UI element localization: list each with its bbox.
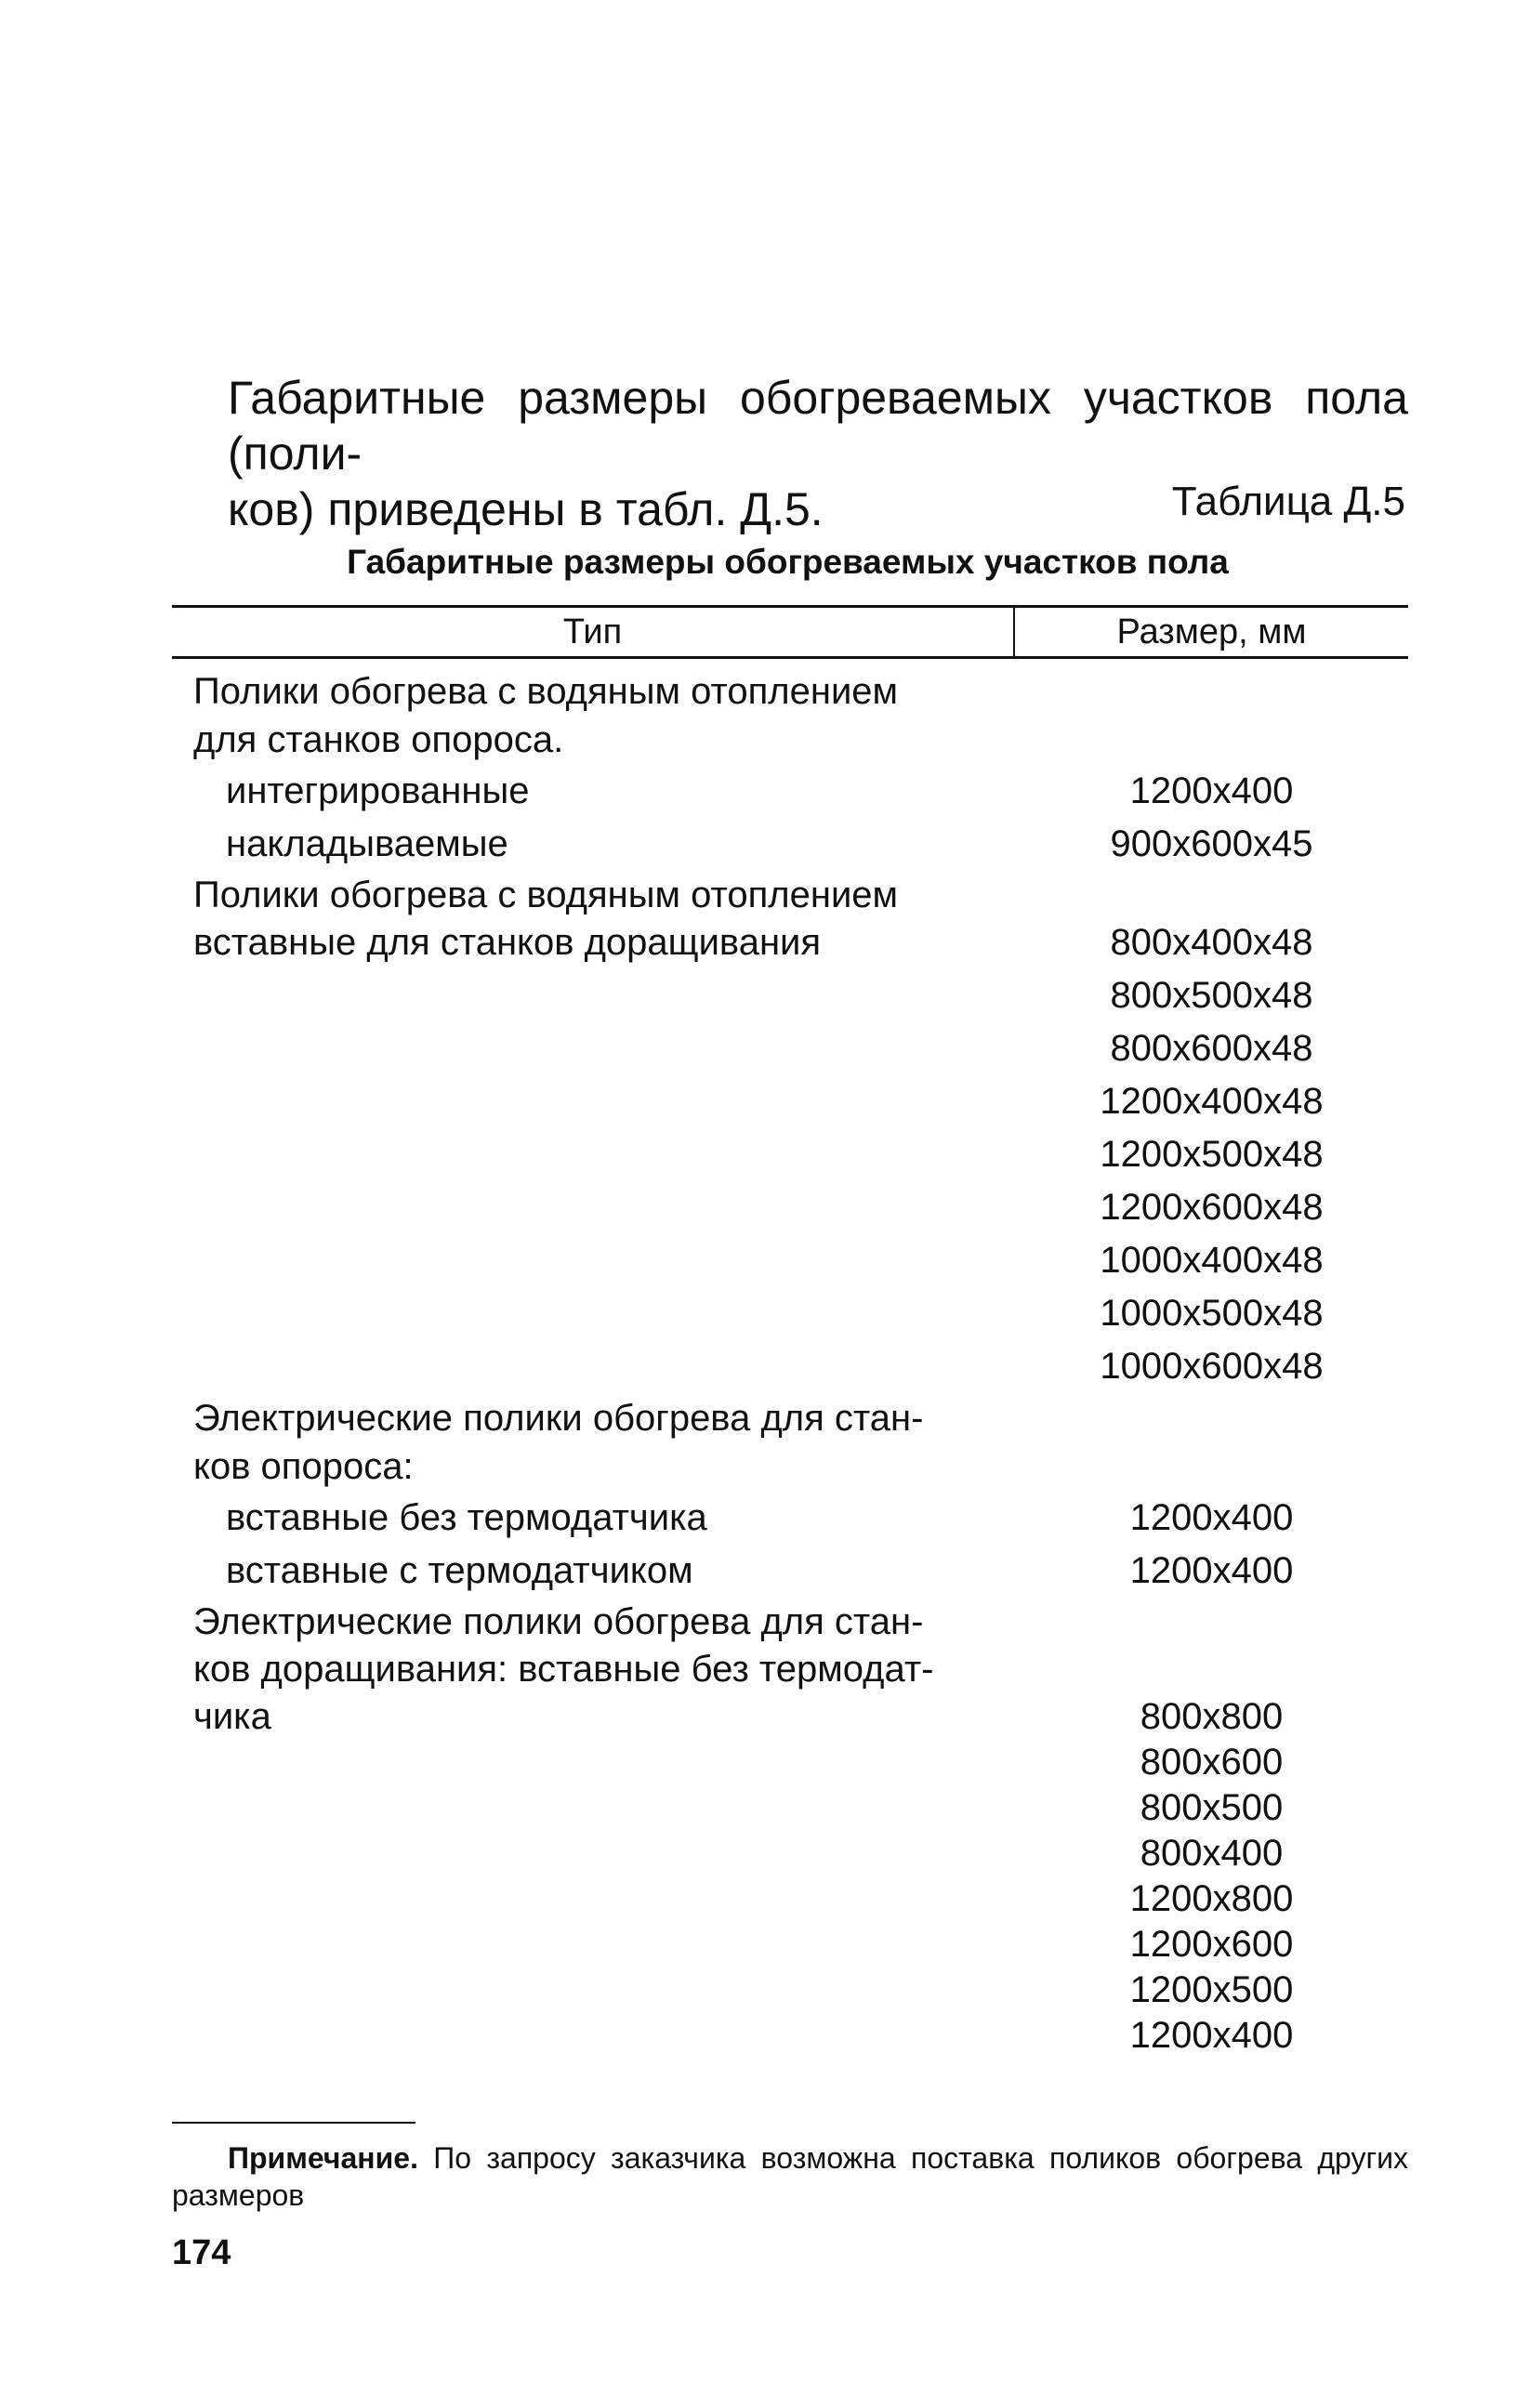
group2-size: 1000x600x48: [1100, 1346, 1324, 1387]
column-header-size: Размер, мм: [1116, 612, 1307, 651]
column-header-type: Тип: [562, 612, 623, 651]
group2-line2: вставные для станков доращивания: [193, 922, 822, 963]
group4-line2: ков доращивания: вставные без термодат-: [193, 1649, 934, 1690]
group3-sub2-size: 1200x400: [1129, 1550, 1294, 1591]
group2-size: 1200x400x48: [1100, 1081, 1324, 1122]
group4-size: 1200x600: [1129, 1924, 1294, 1965]
group4-size: 800x400: [1140, 1833, 1284, 1874]
group3-sub2: вставные с термодатчиком: [226, 1550, 693, 1591]
intro-line-1: Габаритные размеры обогреваемых участков пола (поли-: [228, 372, 1408, 480]
table-top-rule: [172, 605, 1408, 608]
group3-line1: Электрические полики обогрева для стан-: [193, 1398, 924, 1439]
group4-size: 1200x500: [1129, 1969, 1294, 2010]
footnote: [172, 2139, 1408, 2214]
page-number: 174: [172, 2233, 231, 2272]
footnote-line-1: [172, 2139, 1408, 2177]
group2-size: 800x600x48: [1110, 1028, 1313, 1069]
group2-size: 800x400x48: [1110, 922, 1313, 963]
group2-line1: Полики обогрева с водяным отоплением: [193, 875, 899, 915]
group1-line2: для станков опороса.: [193, 719, 564, 760]
group4-line1: Электрические полики обогрева для стан-: [193, 1601, 924, 1642]
group2-size: 1200x600x48: [1100, 1187, 1324, 1228]
group4-size: 1200x400: [1129, 2015, 1294, 2056]
intro-line-2: ков) приведены в табл. Д.5.: [228, 483, 824, 535]
group1-sub2: накладываемые: [226, 823, 508, 864]
group3-line2: ков опороса:: [193, 1446, 414, 1487]
group2-size: 1000x500x48: [1100, 1293, 1324, 1334]
table-header-rule: [172, 656, 1408, 659]
group1-sub1: интегрированные: [226, 770, 530, 811]
group4-size: 1200x800: [1129, 1878, 1294, 1919]
table-label: Таблица Д.5: [1171, 479, 1405, 524]
table-title: Габаритные размеры обогреваемых участков пола: [347, 543, 1229, 581]
footnote-text-1: По запросу заказчика возможна поставка поликов обогрева других: [433, 2141, 1409, 2175]
group1-line1: Полики обогрева с водяным отоплением: [193, 671, 899, 712]
group3-sub1-size: 1200x400: [1129, 1497, 1294, 1538]
group4-line3: чика: [193, 1696, 271, 1737]
group1-sub1-size: 1200x400: [1129, 770, 1294, 811]
group2-size: 1000x400x48: [1100, 1240, 1324, 1281]
footnote-line-2: размеров: [172, 2178, 305, 2212]
group4-size: 800x500: [1140, 1787, 1284, 1828]
group2-size: 1200x500x48: [1100, 1134, 1324, 1175]
group1-sub2-size: 900x600x45: [1110, 823, 1313, 864]
group4-size: 800x800: [1140, 1696, 1284, 1737]
footnote-label: Примечание.: [228, 2141, 418, 2175]
group2-size: 800x500x48: [1110, 975, 1313, 1016]
group4-size: 800x600: [1140, 1742, 1284, 1783]
footnote-rule: [172, 2122, 415, 2124]
group3-sub1: вставные без термодатчика: [226, 1497, 707, 1538]
